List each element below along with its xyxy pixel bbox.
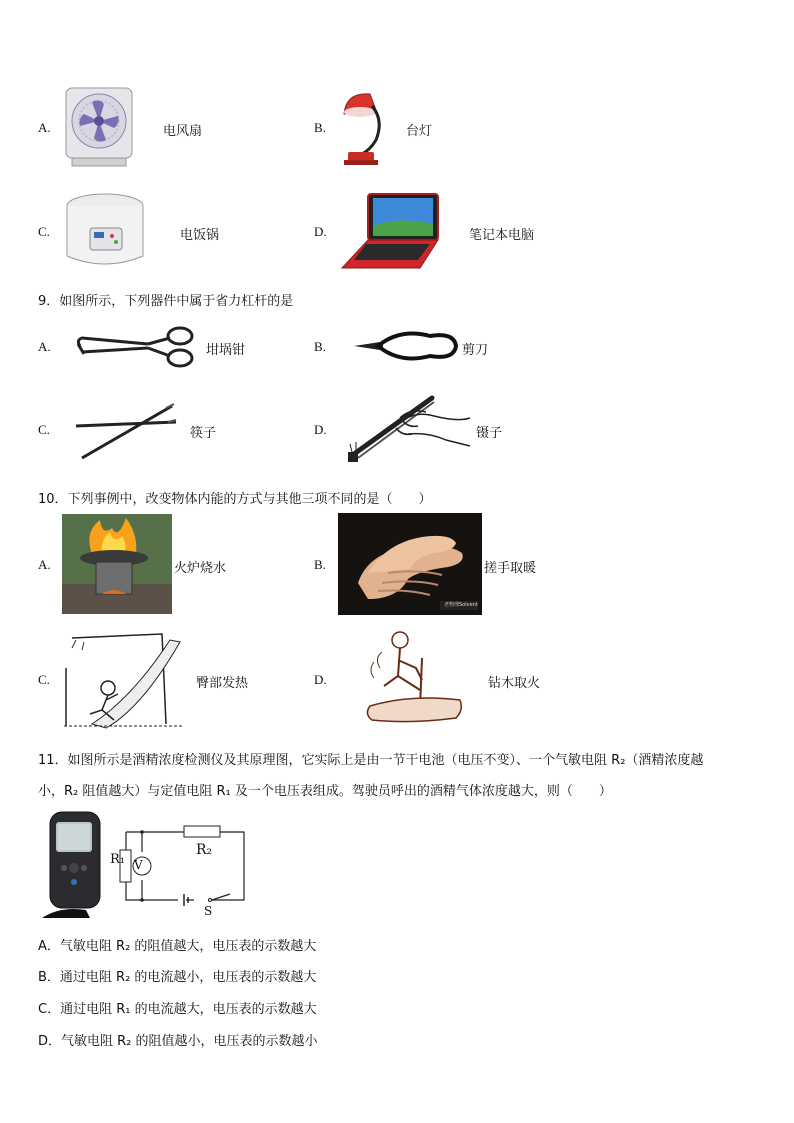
r1-label: R₁ (110, 852, 125, 867)
option-label: 钻木取火 (488, 676, 541, 691)
q11-option-c: C．通过电阻 R₁ 的电流越大，电压表的示数越大 (38, 1002, 317, 1017)
desk-lamp-icon (336, 84, 392, 170)
q10-stem: 10．下列事例中，改变物体内能的方式与其他三项不同的是（ ） (38, 492, 432, 507)
stove-fire-icon (62, 514, 172, 614)
option-letter: B. (314, 339, 326, 354)
q11-stem-line1: 11．如图所示是酒精浓度检测仪及其原理图，它实际上是由一节干电池（电压不变）、一个气敏电阻 R₂（酒精浓度越 (38, 753, 704, 768)
circuit-diagram (112, 818, 252, 922)
option-label: 火炉烧水 (174, 561, 227, 576)
meter-label: V (134, 858, 143, 872)
q11-stem-line2: 小，R₂ 阻值越大）与定值电阻 R₁ 及一个电压表组成。驾驶员呼出的酒精气体浓度越大，则（ ） (38, 784, 612, 799)
option-letter: C. (38, 224, 50, 239)
q11-option-d: D．气敏电阻 R₂ 的阻值越小，电压表的示数越小 (38, 1034, 318, 1049)
option-letter: D. (314, 224, 327, 239)
option-letter: C. (38, 422, 50, 437)
q11-option-a: A．气敏电阻 R₂ 的阻值越大，电压表的示数越大 (38, 939, 317, 954)
option-label: 笔记本电脑 (469, 228, 535, 243)
electric-fan-icon (62, 84, 136, 170)
option-letter: D. (314, 672, 327, 687)
option-label: 剪刀 (462, 343, 489, 358)
option-label: 镊子 (476, 426, 503, 441)
q11-option-b: B．通过电阻 R₂ 的电流越小，电压表的示数越大 (38, 970, 317, 985)
scissors-icon (350, 326, 460, 368)
option-label: 坩埚钳 (206, 343, 246, 358)
drill-wood-fire-icon (360, 628, 466, 726)
rubbing-hands-icon (338, 513, 482, 615)
slide-icon (62, 628, 186, 730)
option-label: 筷子 (190, 426, 217, 441)
q9-stem: 9．如图所示，下列器件中属于省力杠杆的是 (38, 294, 294, 309)
tweezers-icon (338, 388, 474, 470)
option-letter: A. (38, 557, 51, 572)
option-label: 台灯 (406, 124, 433, 139)
option-label: 搓手取暖 (484, 561, 537, 576)
chopsticks-icon (72, 400, 180, 462)
option-letter: A. (38, 120, 51, 135)
option-label: 臀部发热 (196, 676, 249, 691)
option-label: 电风扇 (163, 124, 203, 139)
option-letter: B. (314, 120, 326, 135)
crucible-tongs-icon (74, 322, 198, 370)
option-label: 电饭锅 (180, 228, 220, 243)
option-letter: D. (314, 422, 327, 437)
r2-label: R₂ (196, 842, 213, 858)
laptop-icon (338, 190, 444, 274)
rice-cooker-icon (62, 190, 148, 274)
option-letter: C. (38, 672, 50, 687)
alcohol-tester-icon (40, 810, 104, 918)
option-letter: B. (314, 557, 326, 572)
switch-label: S (204, 904, 213, 918)
watermark-text: 老物理Solvent (444, 602, 478, 608)
option-letter: A. (38, 339, 51, 354)
